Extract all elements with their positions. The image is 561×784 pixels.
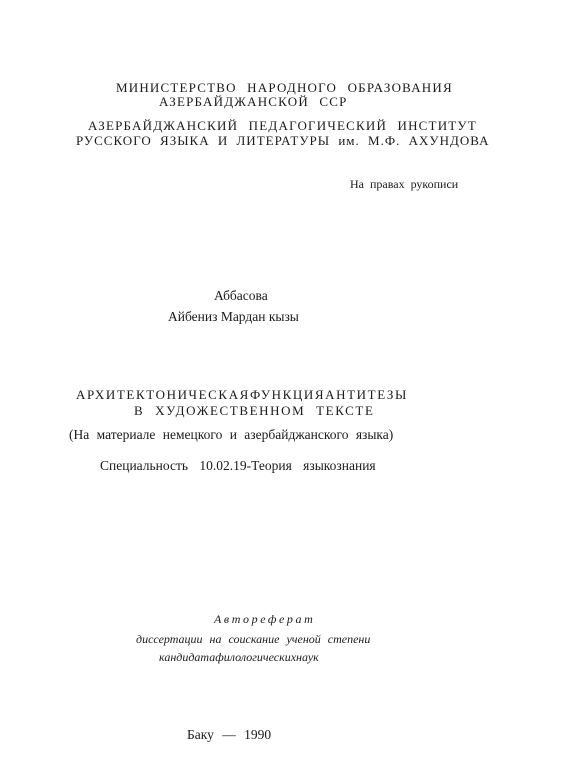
institute-line-2: РУССКОГО ЯЗЫКА И ЛИТЕРАТУРЫ им. М.Ф. АХУНДОВА (76, 133, 490, 148)
abstract-line-2: кандидатафилологическихнаук (159, 650, 319, 664)
specialty: Специальность 10.02.19-Теория языкознания (100, 458, 376, 473)
manuscript-note: На правах рукописи (350, 177, 459, 191)
abstract-label: Автореферат (214, 612, 316, 626)
abstract-line-1: диссертации на соискание ученой степени (136, 632, 371, 646)
author-given-name: Айбениз Мардан кызы (168, 309, 299, 324)
title-line-2: В ХУДОЖЕСТВЕННОМ ТЕКСТЕ (134, 403, 375, 418)
institute-line-1: АЗЕРБАЙДЖАНСКИЙ ПЕДАГОГИЧЕСКИЙ ИНСТИТУТ (88, 118, 477, 133)
author-surname: Аббасова (214, 288, 268, 303)
title-subtitle: (На материале немецкого и азербайджанского языка) (69, 427, 394, 442)
ministry-line-1: МИНИСТЕРСТВО НАРОДНОГО ОБРАЗОВАНИЯ (116, 80, 453, 95)
ministry-line-2: АЗЕРБАЙДЖАНСКОЙ ССР (159, 94, 348, 109)
title-line-1: АРХИТЕКТОНИЧЕСКАЯФУНКЦИЯАНТИТЕЗЫ (76, 387, 408, 402)
place-year: Баку — 1990 (187, 727, 272, 742)
